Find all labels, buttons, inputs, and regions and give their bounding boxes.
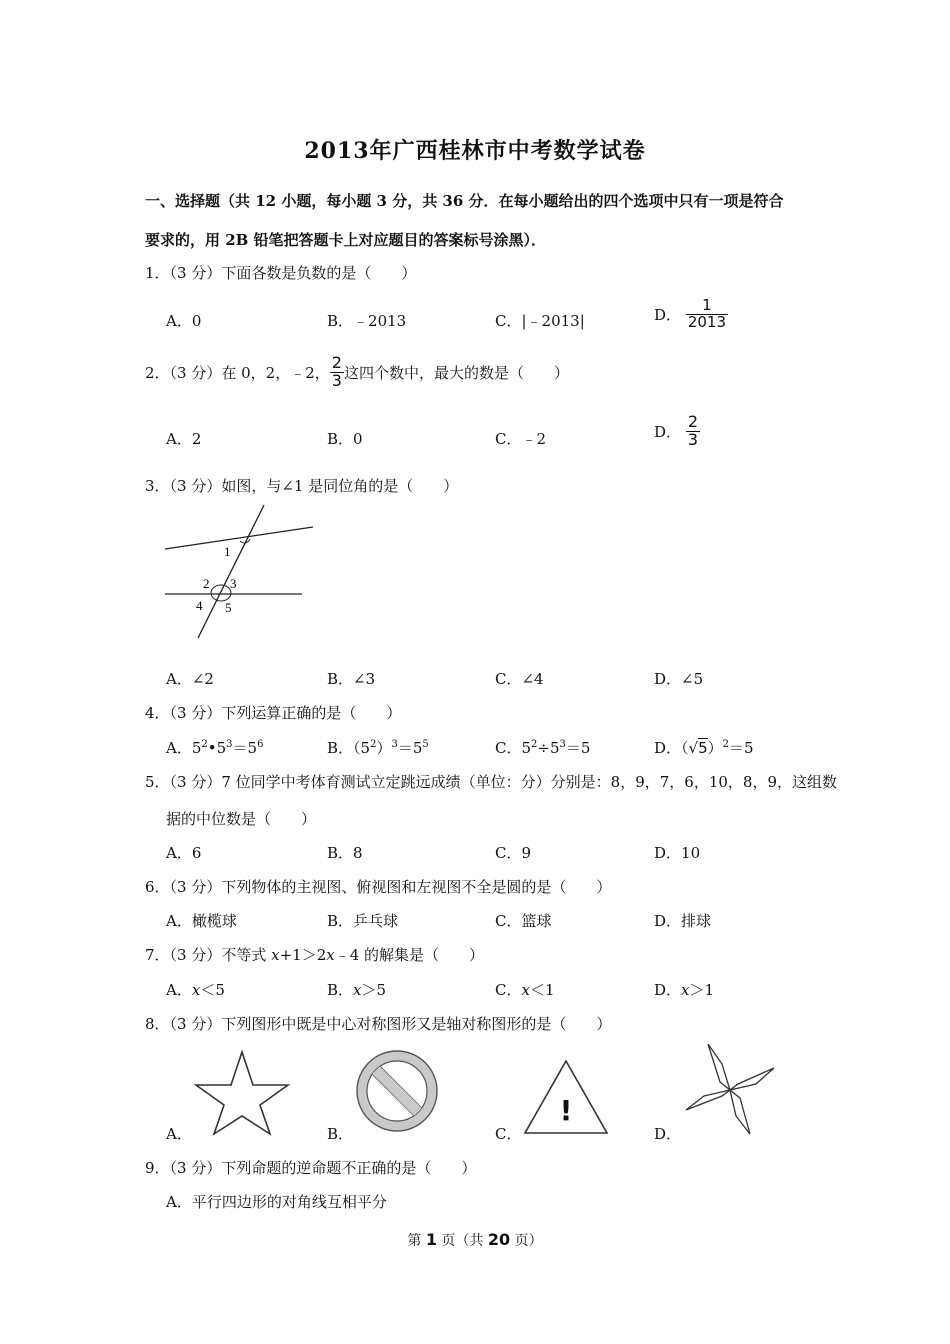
fraction-denominator: 2013: [687, 312, 726, 331]
q7-b-var: x: [353, 981, 362, 999]
q4-c-mid: ÷5: [537, 739, 560, 757]
q4-b-base: B．（5: [327, 739, 371, 757]
q1-option-b: B．﹣2013: [327, 312, 407, 330]
q5-option-c: C．9: [495, 844, 532, 862]
footer-middle: 页（共: [436, 1233, 488, 1249]
q5-option-d: D．10: [654, 844, 701, 862]
q3-option-b: B．∠3: [327, 670, 376, 688]
q4-d-eq: ＝5: [729, 739, 754, 757]
q6-option-b: B．乒乓球: [327, 912, 399, 930]
q4-d-open: D．（: [654, 739, 689, 757]
fraction-numerator: 2: [331, 353, 342, 372]
q7-b-label: B．: [327, 981, 354, 999]
angle-label-4: 4: [196, 598, 203, 613]
q4-a-exp1: 2: [201, 739, 208, 750]
question-8-stem: 8．（3 分）下列图形中既是中心对称图形又是轴对称图形的是（ ）: [145, 1015, 612, 1033]
q4-a-exp2: 3: [226, 739, 233, 750]
q5-option-b: B．8: [327, 844, 363, 862]
q1-option-d: [654, 298, 728, 331]
q6-option-d: D．排球: [654, 912, 712, 930]
q7-c-rest: ＜1: [529, 981, 555, 999]
q4-a-exp3: 6: [257, 739, 264, 750]
sqrt-symbol: √: [688, 739, 699, 757]
prohibition-sign-icon: [354, 1048, 440, 1134]
question-3-stem: 3．（3 分）如图，与∠1 是同位角的是（ ）: [145, 477, 459, 495]
q4-b-eq: ＝5: [397, 739, 423, 757]
question-4-stem: 4．（3 分）下列运算正确的是（ ）: [145, 704, 402, 722]
q7-stem-mid: +1＞2: [279, 946, 327, 964]
q5-option-a: A．6: [166, 844, 202, 862]
q4-d-exp: 2: [722, 739, 730, 750]
footer-page-number: 1: [425, 1230, 437, 1249]
q4-c-exp1: 2: [531, 739, 538, 750]
question-9-stem: 9．（3 分）下列命题的逆命题不正确的是（ ）: [145, 1159, 477, 1177]
q7-c-label: C．: [495, 981, 522, 999]
fraction-denominator: 3: [687, 429, 698, 449]
q7-a-label: A．: [166, 981, 192, 999]
q2-stem-pre: 2．（3 分）在 0，2，﹣2，: [145, 363, 330, 382]
q4-option-b: [327, 737, 429, 758]
warning-triangle-icon: [522, 1058, 610, 1136]
q2-option-b: B．0: [327, 430, 363, 448]
question-7-stem: [145, 944, 484, 965]
q4-c-base: C．5: [495, 739, 532, 757]
figure-transversal: [198, 505, 264, 638]
q9-option-a: A．平行四边形的对角线互相平分: [166, 1193, 387, 1211]
q4-b-exp2: 3: [391, 739, 398, 750]
q2-option-a: A．2: [166, 430, 202, 448]
q3-angle-figure: [160, 502, 320, 642]
footer-prefix: 第: [407, 1233, 426, 1249]
q4-a-base: A．5: [166, 739, 202, 757]
fraction-numerator: 2: [687, 412, 698, 431]
q4-option-d: [654, 737, 754, 758]
q2-option-d-label: D．: [654, 422, 682, 441]
q7-c-var: x: [521, 981, 530, 999]
q4-option-a: [166, 737, 263, 758]
q8-option-c: C．: [495, 1125, 522, 1143]
q3-option-d: D．∠5: [654, 670, 704, 688]
q4-a-mid: •5: [207, 739, 227, 757]
pinwheel-icon: [682, 1044, 778, 1136]
angle-label-3: 3: [230, 576, 237, 591]
q1-option-d-fraction: [686, 298, 728, 331]
question-5-stem-line1: 5．（3 分）7 位同学中考体育测试立定跳远成绩（单位：分）分别是：8，9，7，6，10，8，9，这组数: [145, 773, 838, 791]
q7-var-x: x: [326, 946, 335, 964]
q1-option-d-label: D．: [654, 305, 682, 324]
q2-option-d-fraction: [686, 414, 700, 449]
q6-option-a: A．橄榄球: [166, 912, 237, 930]
q4-d-radicand: 5: [698, 739, 708, 757]
footer-total-pages: 20: [487, 1230, 511, 1249]
q3-option-a: A．∠2: [166, 670, 214, 688]
q4-a-eq: ＝5: [232, 739, 258, 757]
q6-option-c: C．篮球: [495, 912, 552, 930]
q1-option-c: C．|﹣2013|: [495, 312, 585, 330]
q2-stem-post: 这四个数中，最大的数是（ ）: [343, 363, 569, 382]
section-heading-line1: 一、选择题（共 12 小题，每小题 3 分，共 36 分．在每小题给出的四个选项中只有一项是符合: [145, 192, 784, 210]
q2-stem-fraction: [330, 355, 344, 390]
q7-option-c: [495, 979, 555, 1000]
q7-a-var: x: [191, 981, 201, 999]
q7-d-label: D．: [654, 981, 682, 999]
q1-option-a: A．0: [166, 312, 202, 330]
question-6-stem: 6．（3 分）下列物体的主视图、俯视图和左视图不全是圆的是（ ）: [145, 878, 612, 896]
q7-option-a: [166, 979, 225, 1000]
page-footer: [0, 1230, 950, 1250]
q8-option-d: D．: [654, 1125, 682, 1143]
q4-b-mid: ）: [376, 739, 392, 757]
footer-suffix: 页）: [510, 1233, 543, 1249]
page-title: 2013年广西桂林市中考数学试卷: [304, 138, 646, 164]
star-icon: [192, 1050, 292, 1136]
q7-a-rest: ＜5: [200, 981, 225, 999]
q4-d-close: ）: [707, 739, 723, 757]
q4-c-eq: ＝5: [565, 739, 591, 757]
exclamation-mark: !: [559, 1094, 573, 1127]
q3-option-c: C．∠4: [495, 670, 544, 688]
q7-option-b: [327, 979, 386, 1000]
angle-label-1: 1: [224, 544, 231, 559]
q8-option-a: A．: [166, 1125, 192, 1143]
question-2-stem: [145, 355, 569, 390]
figure-line-upper: [165, 527, 313, 549]
q4-c-exp2: 3: [559, 739, 566, 750]
q7-var-x: x: [271, 946, 280, 964]
q7-d-rest: ＞1: [689, 981, 715, 999]
q2-option-d: [654, 414, 700, 449]
q4-option-c: [495, 737, 590, 758]
angle-label-5: 5: [225, 600, 232, 615]
fraction-denominator: 3: [331, 370, 342, 390]
q7-stem-pre: 7．（3 分）不等式: [145, 946, 272, 964]
q2-option-c: C．﹣2: [495, 430, 547, 448]
q7-stem-post: ﹣4 的解集是（ ）: [334, 946, 485, 964]
question-5-stem-line2: 据的中位数是（ ）: [166, 810, 317, 828]
question-1-stem: 1．（3 分）下面各数是负数的是（ ）: [145, 264, 417, 282]
q4-b-exp3: 5: [422, 739, 429, 750]
fraction-numerator: 1: [686, 298, 728, 315]
q7-option-d: [654, 979, 714, 1000]
q7-b-rest: ＞5: [361, 981, 387, 999]
angle-label-2: 2: [203, 576, 210, 591]
section-heading-line2: 要求的，用 2B 铅笔把答题卡上对应题目的答案标号涂黑）．: [145, 231, 547, 249]
q8-option-b: B．: [327, 1125, 354, 1143]
q4-b-exp1: 2: [370, 739, 377, 750]
q7-d-var: x: [681, 981, 690, 999]
